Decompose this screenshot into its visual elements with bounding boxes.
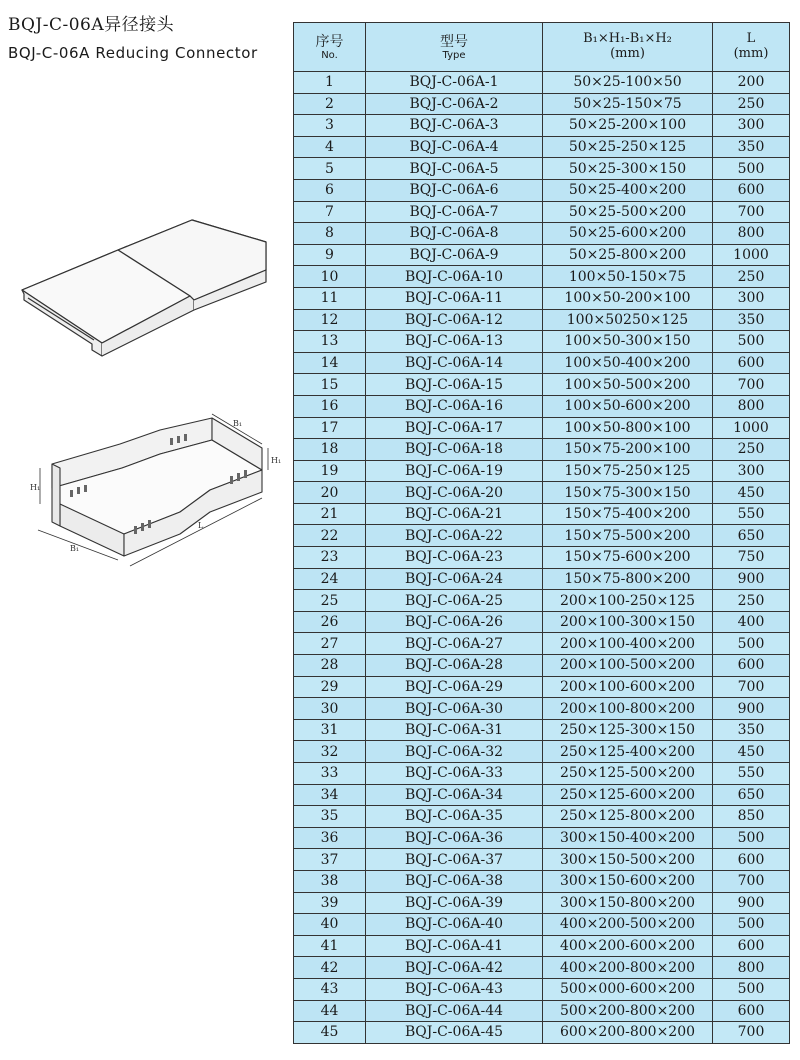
cell-dim: 150×75-500×200 bbox=[543, 525, 713, 547]
header-dim bbox=[543, 23, 713, 72]
dim-b1-bottom: B₁ bbox=[70, 544, 80, 553]
cell-l: 750 bbox=[713, 547, 790, 569]
cell-type: BQJ-C-06A-36 bbox=[366, 827, 543, 849]
cell-dim: 400×200-500×200 bbox=[543, 914, 713, 936]
dim-h1-left: H₁ bbox=[30, 483, 41, 492]
cell-l: 250 bbox=[713, 590, 790, 612]
cell-dim: 100×50250×125 bbox=[543, 309, 713, 331]
cell-l: 1000 bbox=[713, 244, 790, 266]
cell-l: 550 bbox=[713, 763, 790, 785]
cell-dim: 250×125-800×200 bbox=[543, 806, 713, 828]
cell-type: BQJ-C-06A-41 bbox=[366, 935, 543, 957]
cell-l: 600 bbox=[713, 935, 790, 957]
cell-type: BQJ-C-06A-43 bbox=[366, 978, 543, 1000]
table-row bbox=[294, 201, 790, 223]
cell-type: BQJ-C-06A-21 bbox=[366, 503, 543, 525]
cell-dim: 100×50-600×200 bbox=[543, 395, 713, 417]
cell-dim: 150×75-250×125 bbox=[543, 460, 713, 482]
table-row bbox=[294, 331, 790, 353]
cell-l: 500 bbox=[713, 914, 790, 936]
cell-no: 32 bbox=[294, 741, 366, 763]
cell-l: 250 bbox=[713, 93, 790, 115]
page-subtitle: BQJ-C-06A Reducing Connector bbox=[8, 44, 258, 62]
cell-dim: 150×75-200×100 bbox=[543, 439, 713, 461]
cell-type: BQJ-C-06A-30 bbox=[366, 698, 543, 720]
cell-no: 6 bbox=[294, 179, 366, 201]
cell-dim: 50×25-250×125 bbox=[543, 136, 713, 158]
cell-no: 9 bbox=[294, 244, 366, 266]
cell-no: 38 bbox=[294, 870, 366, 892]
cell-no: 27 bbox=[294, 633, 366, 655]
cell-type: BQJ-C-06A-29 bbox=[366, 676, 543, 698]
cell-type: BQJ-C-06A-11 bbox=[366, 287, 543, 309]
cell-dim: 100×50-200×100 bbox=[543, 287, 713, 309]
cell-l: 200 bbox=[713, 72, 790, 94]
cell-dim: 200×100-500×200 bbox=[543, 655, 713, 677]
header-dim-label: B₁×H₁-B₁×H₂ bbox=[583, 31, 672, 47]
cell-l: 700 bbox=[713, 1022, 790, 1044]
cell-type: BQJ-C-06A-33 bbox=[366, 763, 543, 785]
header-type-en: Type bbox=[442, 50, 466, 62]
cell-type: BQJ-C-06A-19 bbox=[366, 460, 543, 482]
cell-dim: 100×50-500×200 bbox=[543, 374, 713, 396]
table-row bbox=[294, 611, 790, 633]
cell-l: 300 bbox=[713, 460, 790, 482]
cell-type: BQJ-C-06A-13 bbox=[366, 331, 543, 353]
trough-reducer-drawing bbox=[30, 408, 280, 578]
cell-l: 550 bbox=[713, 503, 790, 525]
cell-type: BQJ-C-06A-24 bbox=[366, 568, 543, 590]
header-l-unit: (mm) bbox=[733, 46, 769, 61]
cell-no: 14 bbox=[294, 352, 366, 374]
cell-no: 13 bbox=[294, 331, 366, 353]
cell-dim: 150×75-800×200 bbox=[543, 568, 713, 590]
cell-no: 37 bbox=[294, 849, 366, 871]
cell-type: BQJ-C-06A-23 bbox=[366, 547, 543, 569]
cell-no: 21 bbox=[294, 503, 366, 525]
table-row bbox=[294, 590, 790, 612]
table-row bbox=[294, 309, 790, 331]
cell-l: 650 bbox=[713, 784, 790, 806]
cell-no: 3 bbox=[294, 115, 366, 137]
cell-l: 250 bbox=[713, 439, 790, 461]
cell-l: 400 bbox=[713, 611, 790, 633]
table-row bbox=[294, 439, 790, 461]
header-l-label: L bbox=[746, 31, 756, 47]
cell-l: 500 bbox=[713, 158, 790, 180]
cell-type: BQJ-C-06A-34 bbox=[366, 784, 543, 806]
cell-type: BQJ-C-06A-16 bbox=[366, 395, 543, 417]
table-row bbox=[294, 460, 790, 482]
cell-type: BQJ-C-06A-44 bbox=[366, 1000, 543, 1022]
cell-l: 900 bbox=[713, 568, 790, 590]
cover-plate-drawing bbox=[10, 198, 272, 358]
cell-l: 600 bbox=[713, 655, 790, 677]
cell-l: 600 bbox=[713, 179, 790, 201]
table-row bbox=[294, 568, 790, 590]
cell-type: BQJ-C-06A-2 bbox=[366, 93, 543, 115]
cell-dim: 50×25-300×150 bbox=[543, 158, 713, 180]
cell-dim: 100×50-800×100 bbox=[543, 417, 713, 439]
table-row bbox=[294, 870, 790, 892]
cell-dim: 150×75-300×150 bbox=[543, 482, 713, 504]
cell-dim: 50×25-600×200 bbox=[543, 223, 713, 245]
cell-type: BQJ-C-06A-35 bbox=[366, 806, 543, 828]
cell-no: 7 bbox=[294, 201, 366, 223]
cell-no: 36 bbox=[294, 827, 366, 849]
cell-no: 39 bbox=[294, 892, 366, 914]
table-row bbox=[294, 957, 790, 979]
cell-l: 650 bbox=[713, 525, 790, 547]
cell-l: 900 bbox=[713, 892, 790, 914]
cell-l: 800 bbox=[713, 957, 790, 979]
table-row bbox=[294, 136, 790, 158]
cell-l: 600 bbox=[713, 352, 790, 374]
table-row bbox=[294, 93, 790, 115]
cell-no: 41 bbox=[294, 935, 366, 957]
page-title: BQJ-C-06A异径接头 bbox=[8, 15, 175, 35]
cell-dim: 250×125-600×200 bbox=[543, 784, 713, 806]
cell-dim: 100×50-400×200 bbox=[543, 352, 713, 374]
table-row bbox=[294, 698, 790, 720]
table-row bbox=[294, 763, 790, 785]
table-row bbox=[294, 914, 790, 936]
header-no bbox=[294, 23, 366, 72]
cell-type: BQJ-C-06A-9 bbox=[366, 244, 543, 266]
cell-type: BQJ-C-06A-28 bbox=[366, 655, 543, 677]
cell-no: 18 bbox=[294, 439, 366, 461]
table-row bbox=[294, 978, 790, 1000]
cell-dim: 300×150-600×200 bbox=[543, 870, 713, 892]
cell-dim: 200×100-400×200 bbox=[543, 633, 713, 655]
cell-type: BQJ-C-06A-32 bbox=[366, 741, 543, 763]
cell-l: 700 bbox=[713, 870, 790, 892]
cell-no: 15 bbox=[294, 374, 366, 396]
cell-dim: 150×75-600×200 bbox=[543, 547, 713, 569]
cell-no: 31 bbox=[294, 719, 366, 741]
cell-no: 16 bbox=[294, 395, 366, 417]
cell-no: 2 bbox=[294, 93, 366, 115]
cell-type: BQJ-C-06A-14 bbox=[366, 352, 543, 374]
table-row bbox=[294, 179, 790, 201]
cell-type: BQJ-C-06A-40 bbox=[366, 914, 543, 936]
cell-l: 350 bbox=[713, 719, 790, 741]
cell-dim: 400×200-600×200 bbox=[543, 935, 713, 957]
cell-type: BQJ-C-06A-42 bbox=[366, 957, 543, 979]
table-row bbox=[294, 676, 790, 698]
cell-type: BQJ-C-06A-3 bbox=[366, 115, 543, 137]
cell-l: 800 bbox=[713, 395, 790, 417]
cell-dim: 50×25-150×75 bbox=[543, 93, 713, 115]
cell-no: 26 bbox=[294, 611, 366, 633]
cell-l: 600 bbox=[713, 1000, 790, 1022]
cell-l: 850 bbox=[713, 806, 790, 828]
table-row bbox=[294, 374, 790, 396]
cell-type: BQJ-C-06A-39 bbox=[366, 892, 543, 914]
cell-l: 1000 bbox=[713, 417, 790, 439]
cell-no: 28 bbox=[294, 655, 366, 677]
table-row bbox=[294, 244, 790, 266]
table-row bbox=[294, 352, 790, 374]
cell-no: 20 bbox=[294, 482, 366, 504]
cell-l: 500 bbox=[713, 331, 790, 353]
cell-l: 700 bbox=[713, 374, 790, 396]
cell-no: 25 bbox=[294, 590, 366, 612]
cell-l: 500 bbox=[713, 633, 790, 655]
cell-dim: 50×25-800×200 bbox=[543, 244, 713, 266]
cell-l: 450 bbox=[713, 741, 790, 763]
cell-type: BQJ-C-06A-20 bbox=[366, 482, 543, 504]
cell-dim: 250×125-300×150 bbox=[543, 719, 713, 741]
cell-no: 1 bbox=[294, 72, 366, 94]
cell-dim: 100×50-150×75 bbox=[543, 266, 713, 288]
cell-l: 350 bbox=[713, 136, 790, 158]
cell-no: 43 bbox=[294, 978, 366, 1000]
cell-type: BQJ-C-06A-12 bbox=[366, 309, 543, 331]
cell-l: 500 bbox=[713, 978, 790, 1000]
cell-no: 44 bbox=[294, 1000, 366, 1022]
cell-type: BQJ-C-06A-4 bbox=[366, 136, 543, 158]
cell-type: BQJ-C-06A-27 bbox=[366, 633, 543, 655]
cell-type: BQJ-C-06A-8 bbox=[366, 223, 543, 245]
table-row bbox=[294, 115, 790, 137]
cell-no: 19 bbox=[294, 460, 366, 482]
cell-no: 29 bbox=[294, 676, 366, 698]
table-row bbox=[294, 655, 790, 677]
cell-l: 700 bbox=[713, 201, 790, 223]
header-dim-unit: (mm) bbox=[610, 46, 645, 61]
cell-type: BQJ-C-06A-25 bbox=[366, 590, 543, 612]
cell-type: BQJ-C-06A-15 bbox=[366, 374, 543, 396]
cell-no: 42 bbox=[294, 957, 366, 979]
cell-l: 500 bbox=[713, 827, 790, 849]
cell-dim: 300×150-400×200 bbox=[543, 827, 713, 849]
cell-dim: 150×75-400×200 bbox=[543, 503, 713, 525]
table-row bbox=[294, 935, 790, 957]
cell-no: 11 bbox=[294, 287, 366, 309]
cell-dim: 500×000-600×200 bbox=[543, 978, 713, 1000]
cell-dim: 50×25-400×200 bbox=[543, 179, 713, 201]
cell-type: BQJ-C-06A-22 bbox=[366, 525, 543, 547]
table-row bbox=[294, 892, 790, 914]
table-row bbox=[294, 223, 790, 245]
cell-dim: 600×200-800×200 bbox=[543, 1022, 713, 1044]
cell-type: BQJ-C-06A-17 bbox=[366, 417, 543, 439]
cell-no: 4 bbox=[294, 136, 366, 158]
cell-type: BQJ-C-06A-10 bbox=[366, 266, 543, 288]
cell-dim: 500×200-800×200 bbox=[543, 1000, 713, 1022]
cell-no: 40 bbox=[294, 914, 366, 936]
cell-no: 10 bbox=[294, 266, 366, 288]
cell-dim: 200×100-800×200 bbox=[543, 698, 713, 720]
cell-l: 300 bbox=[713, 287, 790, 309]
cell-no: 35 bbox=[294, 806, 366, 828]
header-no-en: No. bbox=[321, 50, 338, 62]
cell-type: BQJ-C-06A-18 bbox=[366, 439, 543, 461]
cell-no: 33 bbox=[294, 763, 366, 785]
cell-no: 12 bbox=[294, 309, 366, 331]
cell-type: BQJ-C-06A-5 bbox=[366, 158, 543, 180]
cell-dim: 400×200-800×200 bbox=[543, 957, 713, 979]
cell-type: BQJ-C-06A-1 bbox=[366, 72, 543, 94]
cell-l: 600 bbox=[713, 849, 790, 871]
table-row bbox=[294, 547, 790, 569]
cell-no: 45 bbox=[294, 1022, 366, 1044]
cell-dim: 250×125-500×200 bbox=[543, 763, 713, 785]
cell-l: 800 bbox=[713, 223, 790, 245]
table-row bbox=[294, 266, 790, 288]
cell-type: BQJ-C-06A-6 bbox=[366, 179, 543, 201]
cell-l: 350 bbox=[713, 309, 790, 331]
cell-no: 34 bbox=[294, 784, 366, 806]
table-row bbox=[294, 806, 790, 828]
dim-h1-right: H₁ bbox=[271, 456, 282, 465]
dim-b1-top: B₁ bbox=[233, 419, 243, 428]
cell-no: 8 bbox=[294, 223, 366, 245]
cell-dim: 100×50-300×150 bbox=[543, 331, 713, 353]
header-l bbox=[713, 23, 790, 72]
table-row bbox=[294, 287, 790, 309]
cell-type: BQJ-C-06A-45 bbox=[366, 1022, 543, 1044]
table-row bbox=[294, 72, 790, 94]
cell-type: BQJ-C-06A-37 bbox=[366, 849, 543, 871]
table-row bbox=[294, 784, 790, 806]
cell-type: BQJ-C-06A-7 bbox=[366, 201, 543, 223]
cell-no: 24 bbox=[294, 568, 366, 590]
table-row bbox=[294, 849, 790, 871]
cell-dim: 200×100-600×200 bbox=[543, 676, 713, 698]
table-row bbox=[294, 719, 790, 741]
table-row bbox=[294, 503, 790, 525]
cell-dim: 300×150-500×200 bbox=[543, 849, 713, 871]
cell-dim: 50×25-100×50 bbox=[543, 72, 713, 94]
table-body bbox=[294, 72, 790, 1044]
cell-l: 900 bbox=[713, 698, 790, 720]
table-row bbox=[294, 158, 790, 180]
spec-table bbox=[293, 22, 790, 1044]
cell-no: 22 bbox=[294, 525, 366, 547]
cell-type: BQJ-C-06A-31 bbox=[366, 719, 543, 741]
cell-dim: 200×100-300×150 bbox=[543, 611, 713, 633]
table-row bbox=[294, 1022, 790, 1044]
table-row bbox=[294, 417, 790, 439]
dim-l: L bbox=[198, 521, 204, 530]
cell-l: 700 bbox=[713, 676, 790, 698]
header-type-cn: 型号 bbox=[440, 34, 468, 51]
cell-dim: 300×150-800×200 bbox=[543, 892, 713, 914]
table-row bbox=[294, 395, 790, 417]
cell-dim: 50×25-200×100 bbox=[543, 115, 713, 137]
cell-dim: 50×25-500×200 bbox=[543, 201, 713, 223]
table-row bbox=[294, 827, 790, 849]
table-row bbox=[294, 482, 790, 504]
table-row bbox=[294, 525, 790, 547]
cell-l: 300 bbox=[713, 115, 790, 137]
cell-dim: 200×100-250×125 bbox=[543, 590, 713, 612]
cell-dim: 250×125-400×200 bbox=[543, 741, 713, 763]
header-no-cn: 序号 bbox=[315, 34, 344, 51]
cell-no: 30 bbox=[294, 698, 366, 720]
cell-type: BQJ-C-06A-38 bbox=[366, 870, 543, 892]
cell-no: 5 bbox=[294, 158, 366, 180]
table-row bbox=[294, 741, 790, 763]
cell-type: BQJ-C-06A-26 bbox=[366, 611, 543, 633]
cell-no: 23 bbox=[294, 547, 366, 569]
cell-no: 17 bbox=[294, 417, 366, 439]
table-row bbox=[294, 633, 790, 655]
table-row bbox=[294, 1000, 790, 1022]
cell-l: 250 bbox=[713, 266, 790, 288]
cell-l: 450 bbox=[713, 482, 790, 504]
header-type bbox=[366, 23, 543, 72]
table-header-row bbox=[294, 23, 790, 72]
